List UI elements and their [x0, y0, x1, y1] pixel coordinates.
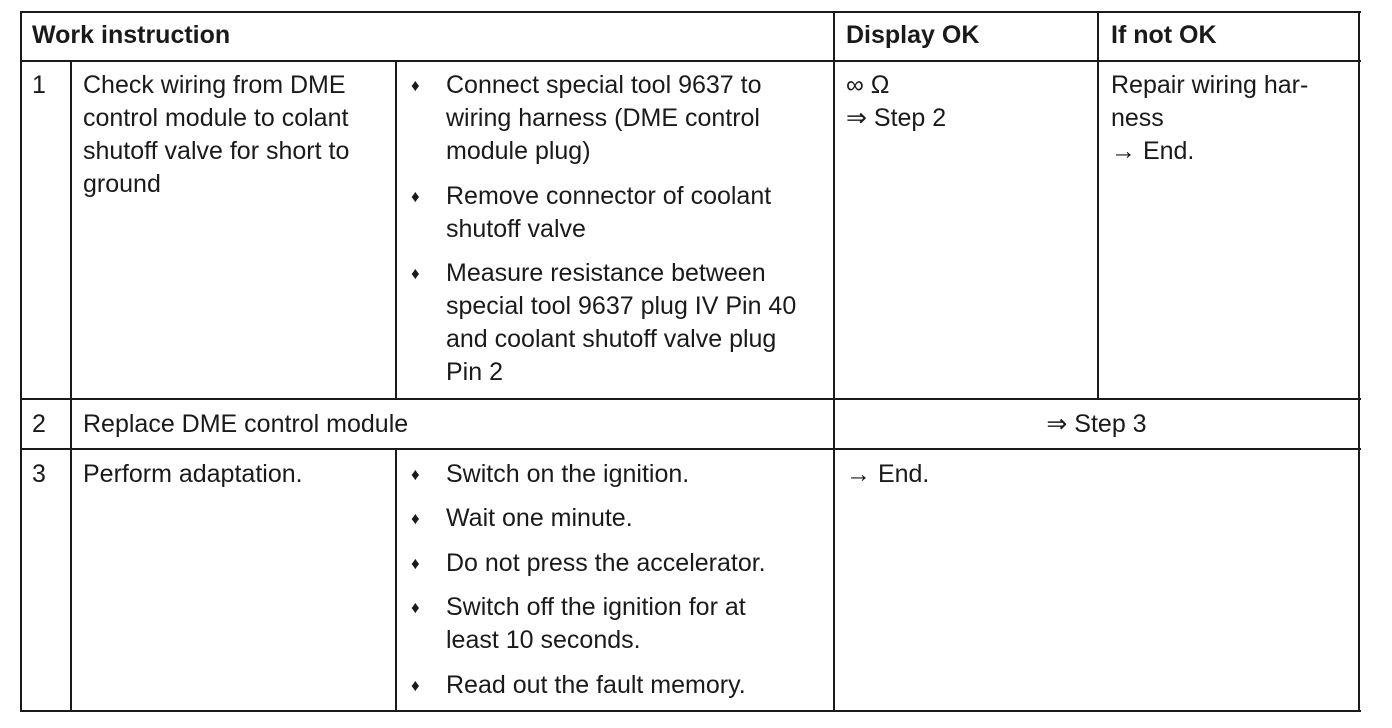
bullet-icon: ♦ [411, 509, 420, 528]
table-left-border [20, 11, 22, 712]
row-3-step-1-text: Switch on the ignition. [446, 460, 690, 488]
header-work-instruction: Work instruction [32, 21, 231, 49]
row-2-number: 2 [32, 410, 46, 438]
if-not-ok-column-divider [1097, 11, 1099, 399]
table-bottom-border [20, 710, 1361, 712]
row-1-step-3-text: Measure resistance between special tool 9637 plug IV Pin 40 and coolant shutoff valve plug Pin 2 [446, 259, 797, 386]
row-3-instruction: Perform adaptation. [83, 460, 303, 488]
row-3-step-1 [409, 458, 829, 491]
row-3-display-ok: → End. [846, 460, 930, 488]
row-3-number: 3 [32, 460, 46, 488]
row-1-step-3 [409, 257, 829, 389]
bullet-icon: ♦ [411, 598, 420, 617]
row-2-display-ok: ⇒ Step 3 [1046, 410, 1147, 438]
row-1-step-1-text: Connect special tool 9637 to wiring harness (DME control module plug) [446, 71, 762, 165]
row-1-number: 1 [32, 71, 46, 99]
header-bottom-border [20, 60, 1361, 62]
row-3-step-3 [409, 547, 829, 580]
row-3-step-2 [409, 502, 829, 535]
row-3-step-4 [409, 591, 829, 657]
row-2-instruction: Replace DME control module [83, 410, 409, 438]
bullet-icon: ♦ [411, 554, 420, 573]
table-top-border [20, 11, 1361, 13]
table-right-border [1358, 11, 1360, 712]
bullet-icon: ♦ [411, 676, 420, 695]
display-ok-column-divider [833, 11, 835, 712]
row-3-step-2-text: Wait one minute. [446, 504, 633, 532]
row-3-step-4-text: Switch off the ignition for at least 10 seconds. [446, 593, 746, 654]
bullet-icon: ♦ [411, 76, 420, 95]
header-display-ok: Display OK [846, 21, 980, 49]
bullet-icon: ♦ [411, 264, 420, 283]
number-column-divider [70, 61, 72, 712]
row-3-step-5 [409, 669, 829, 702]
bullet-icon: ♦ [411, 187, 420, 206]
row-1-step-1 [409, 69, 829, 168]
row-1-step-2 [409, 180, 829, 246]
steps-column-divider-row-1 [395, 61, 397, 399]
row-3-step-3-text: Do not press the accelerator. [446, 549, 766, 577]
steps-column-divider-row-3 [395, 449, 397, 712]
row-1-if-not-ok: Repair wiring har- ness → End. [1111, 71, 1309, 165]
row-1-instruction: Check wiring from DME control module to colant shutoff valve for short to ground [83, 71, 350, 198]
row-3-step-5-text: Read out the fault memory. [446, 671, 746, 699]
row-2-bottom-border [20, 448, 1361, 450]
row-1-display-ok: ∞ Ω ⇒ Step 2 [846, 71, 947, 132]
row-1-bottom-border [20, 398, 1361, 400]
bullet-icon: ♦ [411, 465, 420, 484]
header-if-not-ok: If not OK [1111, 21, 1217, 49]
row-1-step-2-text: Remove connector of coolant shutoff valve [446, 182, 772, 243]
